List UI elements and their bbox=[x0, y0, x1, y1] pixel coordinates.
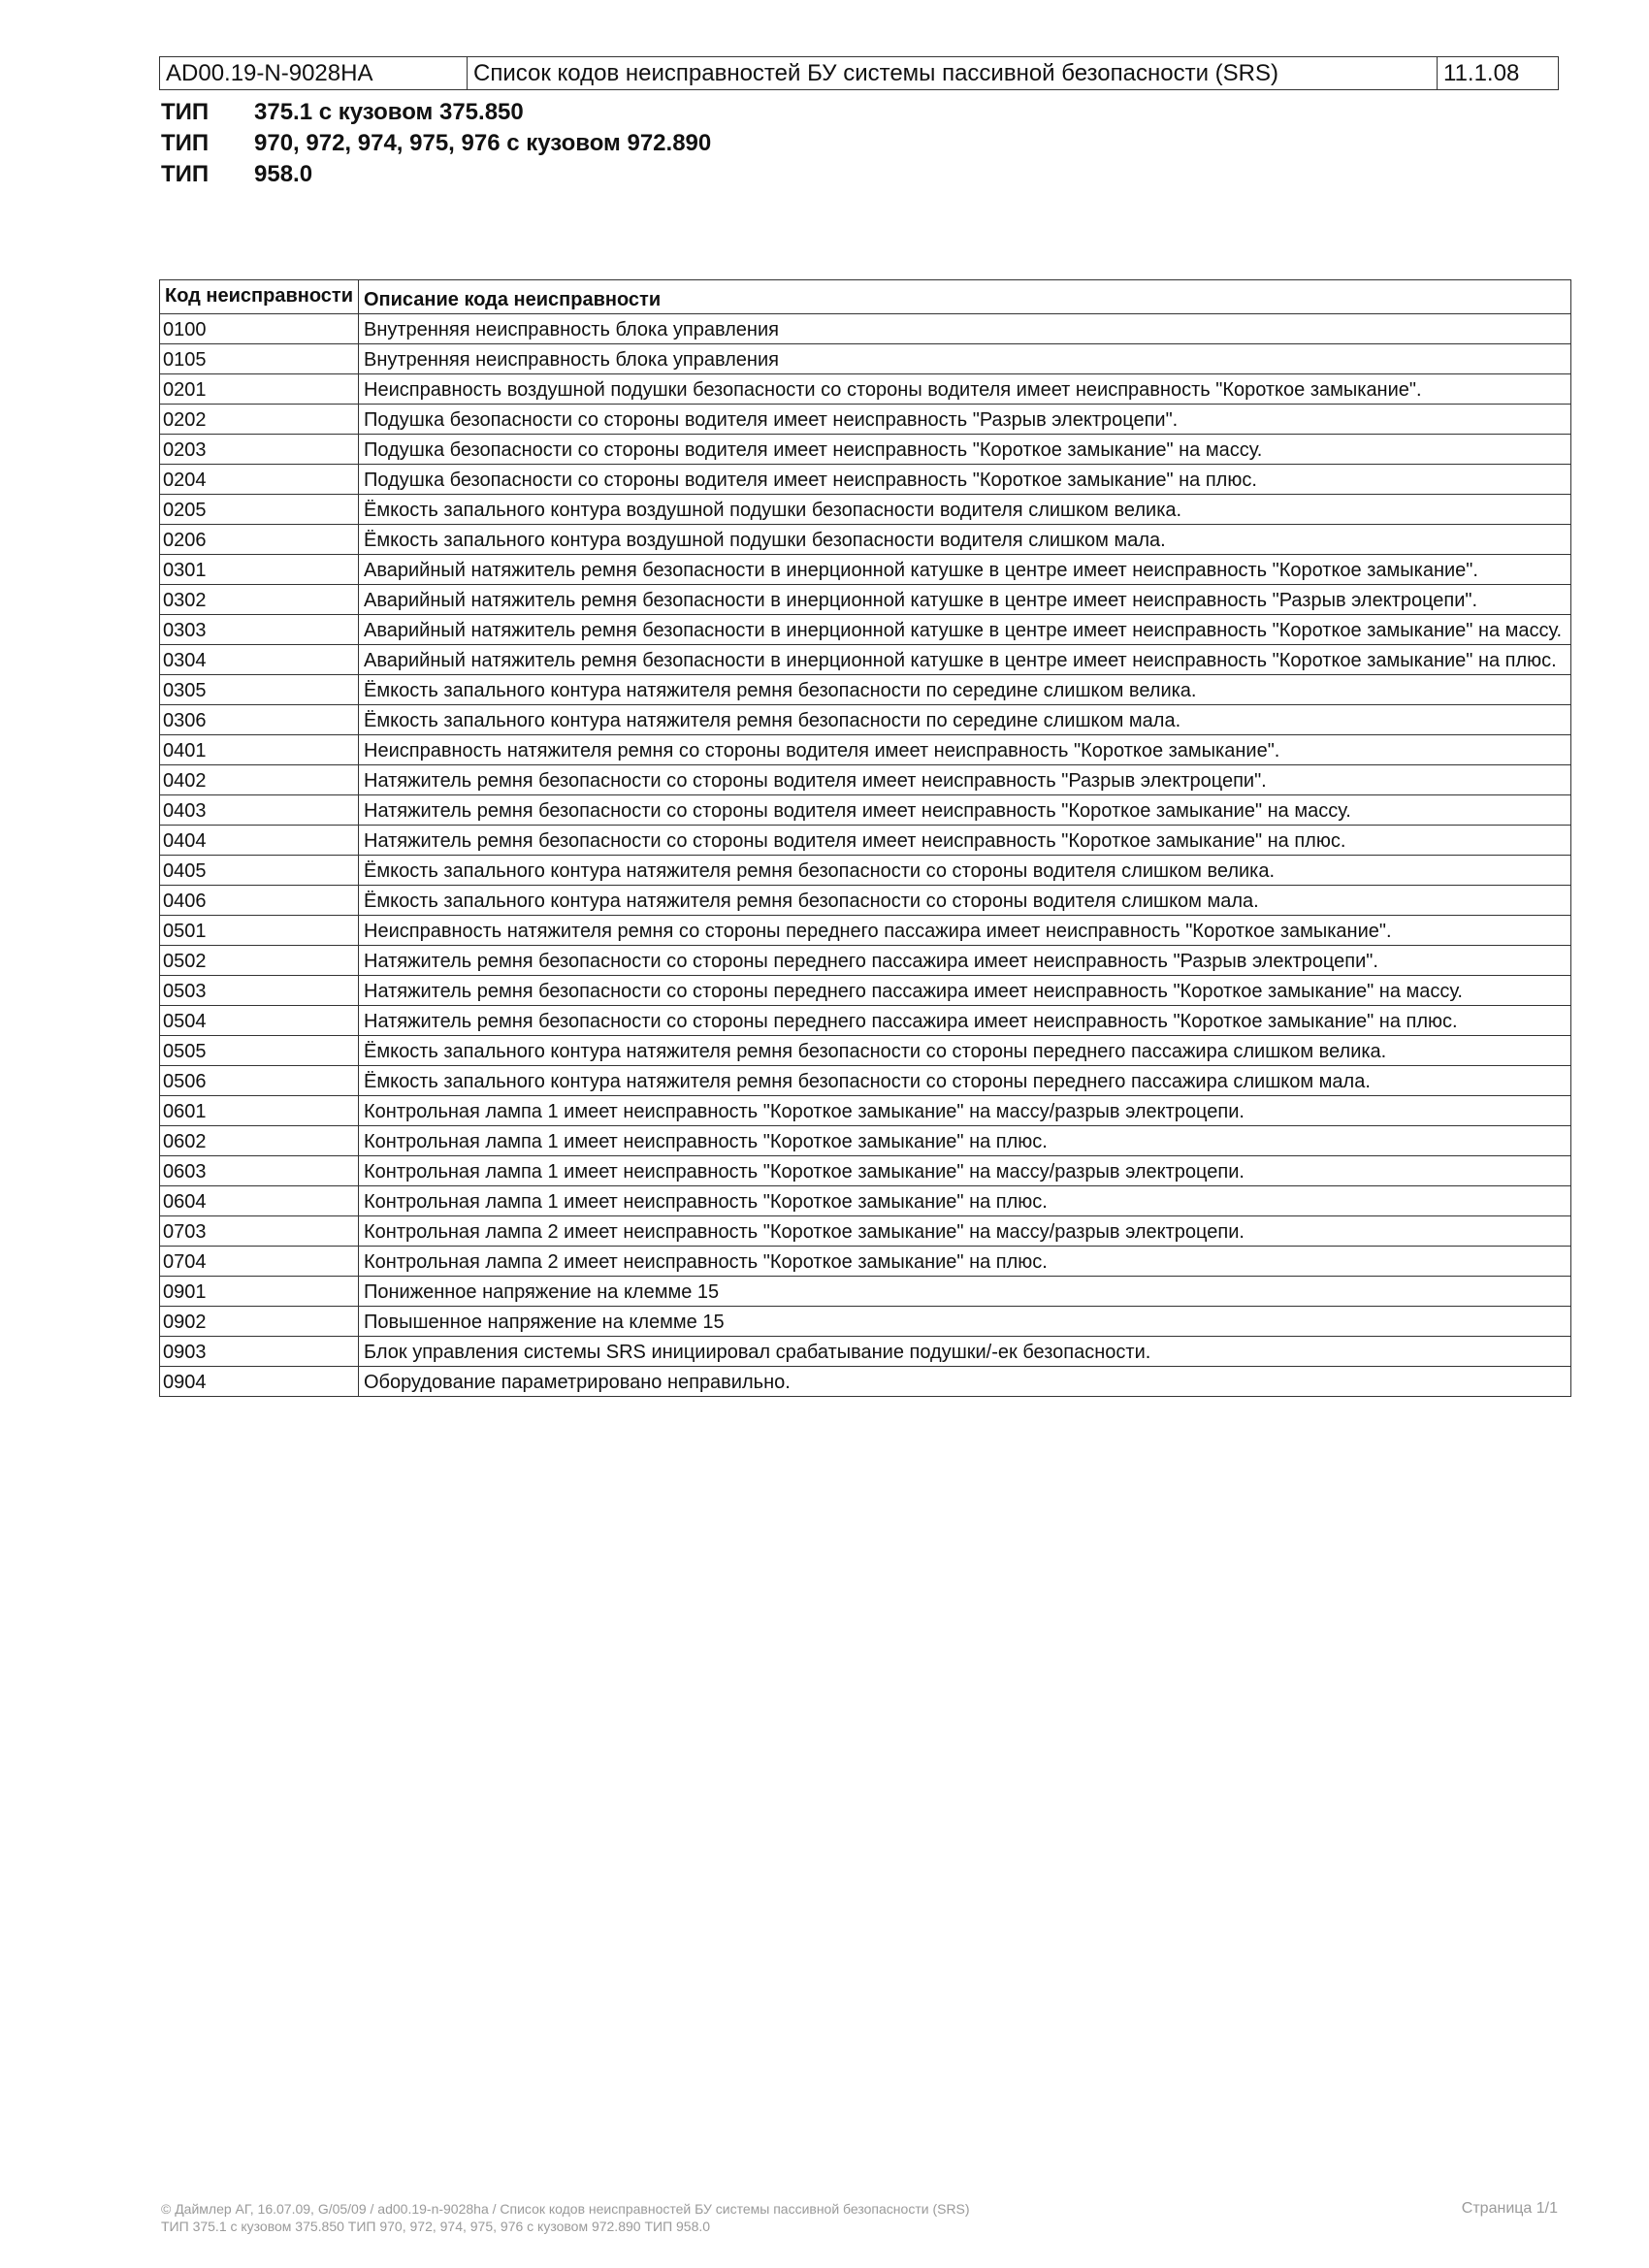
fault-description: Ёмкость запального контура натяжителя ремня безопасности со стороны водителя слишком велика. bbox=[359, 856, 1571, 886]
document-header bbox=[159, 56, 1559, 90]
page-number: Страница 1/1 bbox=[1461, 2200, 1558, 2217]
fault-codes-table bbox=[159, 279, 1571, 1397]
fault-code: 0105 bbox=[160, 344, 359, 374]
fault-code: 0904 bbox=[160, 1367, 359, 1397]
table-row bbox=[160, 465, 1571, 495]
fault-description: Подушка безопасности со стороны водителя имеет неисправность "Короткое замыкание" на плюс. bbox=[359, 465, 1571, 495]
fault-code: 0301 bbox=[160, 555, 359, 585]
table-row bbox=[160, 615, 1571, 645]
table-header-row bbox=[160, 280, 1571, 314]
fault-description: Контрольная лампа 1 имеет неисправность "Короткое замыкание" на плюс. bbox=[359, 1186, 1571, 1216]
fault-code: 0305 bbox=[160, 675, 359, 705]
fault-description: Натяжитель ремня безопасности со стороны водителя имеет неисправность "Короткое замыкание" на массу. bbox=[359, 795, 1571, 826]
fault-description: Аварийный натяжитель ремня безопасности в инерционной катушке в центре имеет неисправность "Короткое замыкание". bbox=[359, 555, 1571, 585]
table-row bbox=[160, 1156, 1571, 1186]
fault-code: 0404 bbox=[160, 826, 359, 856]
table-row bbox=[160, 1096, 1571, 1126]
table-body bbox=[160, 314, 1571, 1397]
type-label: ТИП bbox=[161, 99, 210, 125]
document-title: Список кодов неисправностей БУ системы пассивной безопасности (SRS) bbox=[468, 57, 1438, 90]
table-row bbox=[160, 374, 1571, 405]
fault-code: 0604 bbox=[160, 1186, 359, 1216]
table-row bbox=[160, 645, 1571, 675]
fault-description: Повышенное напряжение на клемме 15 bbox=[359, 1307, 1571, 1337]
fault-description: Подушка безопасности со стороны водителя имеет неисправность "Разрыв электроцепи". bbox=[359, 405, 1571, 435]
table-row bbox=[160, 405, 1571, 435]
fault-description: Контрольная лампа 2 имеет неисправность "Короткое замыкание" на плюс. bbox=[359, 1247, 1571, 1277]
fault-description: Контрольная лампа 2 имеет неисправность "Короткое замыкание" на массу/разрыв электроцепи. bbox=[359, 1216, 1571, 1247]
fault-description: Натяжитель ремня безопасности со стороны переднего пассажира имеет неисправность "Короткое замыкание" на плюс. bbox=[359, 1006, 1571, 1036]
column-header-code: Код неисправности bbox=[160, 280, 359, 314]
fault-description: Ёмкость запального контура натяжителя ремня безопасности со стороны переднего пассажира слишком мала. bbox=[359, 1066, 1571, 1096]
fault-code: 0303 bbox=[160, 615, 359, 645]
vehicle-types bbox=[161, 97, 711, 190]
fault-code: 0202 bbox=[160, 405, 359, 435]
table-row bbox=[160, 826, 1571, 856]
footer-line-1: © Даймлер АГ, 16.07.09, G/05/09 / ad00.19-n-9028ha / Список кодов неисправностей БУ системы пассивной безопасности (SRS) bbox=[161, 2201, 970, 2217]
fault-code: 0502 bbox=[160, 946, 359, 976]
fault-code: 0403 bbox=[160, 795, 359, 826]
table-row bbox=[160, 675, 1571, 705]
table-row bbox=[160, 344, 1571, 374]
fault-code: 0505 bbox=[160, 1036, 359, 1066]
fault-code: 0206 bbox=[160, 525, 359, 555]
table-row bbox=[160, 1277, 1571, 1307]
fault-description: Контрольная лампа 1 имеет неисправность "Короткое замыкание" на массу/разрыв электроцепи. bbox=[359, 1096, 1571, 1126]
table-row bbox=[160, 765, 1571, 795]
fault-description: Ёмкость запального контура натяжителя ремня безопасности со стороны переднего пассажира слишком велика. bbox=[359, 1036, 1571, 1066]
fault-description: Внутренняя неисправность блока управления bbox=[359, 344, 1571, 374]
fault-description: Ёмкость запального контура натяжителя ремня безопасности со стороны водителя слишком мала. bbox=[359, 886, 1571, 916]
fault-code: 0503 bbox=[160, 976, 359, 1006]
fault-code: 0603 bbox=[160, 1156, 359, 1186]
table-row bbox=[160, 1186, 1571, 1216]
table-row bbox=[160, 495, 1571, 525]
fault-code: 0602 bbox=[160, 1126, 359, 1156]
table-row bbox=[160, 856, 1571, 886]
table-row bbox=[160, 555, 1571, 585]
fault-description: Подушка безопасности со стороны водителя имеет неисправность "Короткое замыкание" на массу. bbox=[359, 435, 1571, 465]
table-row bbox=[160, 886, 1571, 916]
table-row bbox=[160, 1367, 1571, 1397]
fault-code: 0406 bbox=[160, 886, 359, 916]
fault-code: 0100 bbox=[160, 314, 359, 344]
fault-description: Ёмкость запального контура натяжителя ремня безопасности по середине слишком велика. bbox=[359, 675, 1571, 705]
fault-description: Натяжитель ремня безопасности со стороны переднего пассажира имеет неисправность "Короткое замыкание" на массу. bbox=[359, 976, 1571, 1006]
fault-description: Ёмкость запального контура натяжителя ремня безопасности по середине слишком мала. bbox=[359, 705, 1571, 735]
fault-code: 0201 bbox=[160, 374, 359, 405]
fault-code: 0203 bbox=[160, 435, 359, 465]
fault-description: Пониженное напряжение на клемме 15 bbox=[359, 1277, 1571, 1307]
column-header-description: Описание кода неисправности bbox=[359, 280, 1571, 314]
table-row bbox=[160, 1216, 1571, 1247]
fault-code: 0504 bbox=[160, 1006, 359, 1036]
fault-code: 0506 bbox=[160, 1066, 359, 1096]
fault-description: Аварийный натяжитель ремня безопасности в инерционной катушке в центре имеет неисправность "Разрыв электроцепи". bbox=[359, 585, 1571, 615]
type-label: ТИП bbox=[161, 161, 210, 187]
fault-description: Оборудование параметрировано неправильно. bbox=[359, 1367, 1571, 1397]
fault-description: Натяжитель ремня безопасности со стороны переднего пассажира имеет неисправность "Разрыв электроцепи". bbox=[359, 946, 1571, 976]
fault-description: Неисправность натяжителя ремня со стороны переднего пассажира имеет неисправность "Короткое замыкание". bbox=[359, 916, 1571, 946]
fault-code: 0204 bbox=[160, 465, 359, 495]
fault-description: Ёмкость запального контура воздушной подушки безопасности водителя слишком мала. bbox=[359, 525, 1571, 555]
table-row bbox=[160, 585, 1571, 615]
table-row bbox=[160, 795, 1571, 826]
fault-description: Аварийный натяжитель ремня безопасности в инерционной катушке в центре имеет неисправность "Короткое замыкание" на массу. bbox=[359, 615, 1571, 645]
fault-code: 0402 bbox=[160, 765, 359, 795]
fault-code: 0601 bbox=[160, 1096, 359, 1126]
fault-code: 0205 bbox=[160, 495, 359, 525]
type-value: 375.1 с кузовом 375.850 bbox=[254, 99, 524, 125]
document-date: 11.1.08 bbox=[1438, 57, 1559, 90]
fault-code: 0903 bbox=[160, 1337, 359, 1367]
fault-description: Неисправность воздушной подушки безопасности со стороны водителя имеет неисправность "Короткое замыкание". bbox=[359, 374, 1571, 405]
type-label: ТИП bbox=[161, 130, 210, 156]
type-row bbox=[161, 128, 711, 159]
fault-code: 0902 bbox=[160, 1307, 359, 1337]
fault-description: Блок управления системы SRS инициировал срабатывание подушки/-ек безопасности. bbox=[359, 1337, 1571, 1367]
type-value: 958.0 bbox=[254, 161, 313, 187]
fault-description: Аварийный натяжитель ремня безопасности в инерционной катушке в центре имеет неисправность "Короткое замыкание" на плюс. bbox=[359, 645, 1571, 675]
fault-description: Ёмкость запального контура воздушной подушки безопасности водителя слишком велика. bbox=[359, 495, 1571, 525]
page-footer bbox=[161, 2200, 1558, 2235]
fault-code: 0703 bbox=[160, 1216, 359, 1247]
table-row bbox=[160, 435, 1571, 465]
fault-code: 0501 bbox=[160, 916, 359, 946]
fault-code: 0405 bbox=[160, 856, 359, 886]
type-row bbox=[161, 159, 711, 190]
fault-code: 0306 bbox=[160, 705, 359, 735]
table-row bbox=[160, 735, 1571, 765]
table-row bbox=[160, 1006, 1571, 1036]
table-row bbox=[160, 525, 1571, 555]
fault-description: Натяжитель ремня безопасности со стороны водителя имеет неисправность "Разрыв электроцепи". bbox=[359, 765, 1571, 795]
document-id: AD00.19-N-9028HA bbox=[160, 57, 468, 90]
fault-description: Контрольная лампа 1 имеет неисправность "Короткое замыкание" на массу/разрыв электроцепи. bbox=[359, 1156, 1571, 1186]
table-row bbox=[160, 314, 1571, 344]
fault-description: Неисправность натяжителя ремня со стороны водителя имеет неисправность "Короткое замыкание". bbox=[359, 735, 1571, 765]
fault-code: 0401 bbox=[160, 735, 359, 765]
footer-line-2: ТИП 375.1 с кузовом 375.850 ТИП 970, 972, 974, 975, 976 с кузовом 972.890 ТИП 958.0 bbox=[161, 2219, 711, 2234]
table-row bbox=[160, 1307, 1571, 1337]
fault-description: Контрольная лампа 1 имеет неисправность "Короткое замыкание" на плюс. bbox=[359, 1126, 1571, 1156]
table-row bbox=[160, 1337, 1571, 1367]
table-row bbox=[160, 1126, 1571, 1156]
fault-code: 0704 bbox=[160, 1247, 359, 1277]
table-row bbox=[160, 976, 1571, 1006]
table-row bbox=[160, 1036, 1571, 1066]
type-row bbox=[161, 97, 711, 128]
table-row bbox=[160, 1066, 1571, 1096]
type-value: 970, 972, 974, 975, 976 с кузовом 972.890 bbox=[254, 130, 712, 156]
table-row bbox=[160, 1247, 1571, 1277]
fault-description: Внутренняя неисправность блока управления bbox=[359, 314, 1571, 344]
table-row bbox=[160, 916, 1571, 946]
fault-description: Натяжитель ремня безопасности со стороны водителя имеет неисправность "Короткое замыкание" на плюс. bbox=[359, 826, 1571, 856]
fault-code: 0901 bbox=[160, 1277, 359, 1307]
fault-code: 0302 bbox=[160, 585, 359, 615]
table-row bbox=[160, 946, 1571, 976]
fault-code: 0304 bbox=[160, 645, 359, 675]
table-row bbox=[160, 705, 1571, 735]
